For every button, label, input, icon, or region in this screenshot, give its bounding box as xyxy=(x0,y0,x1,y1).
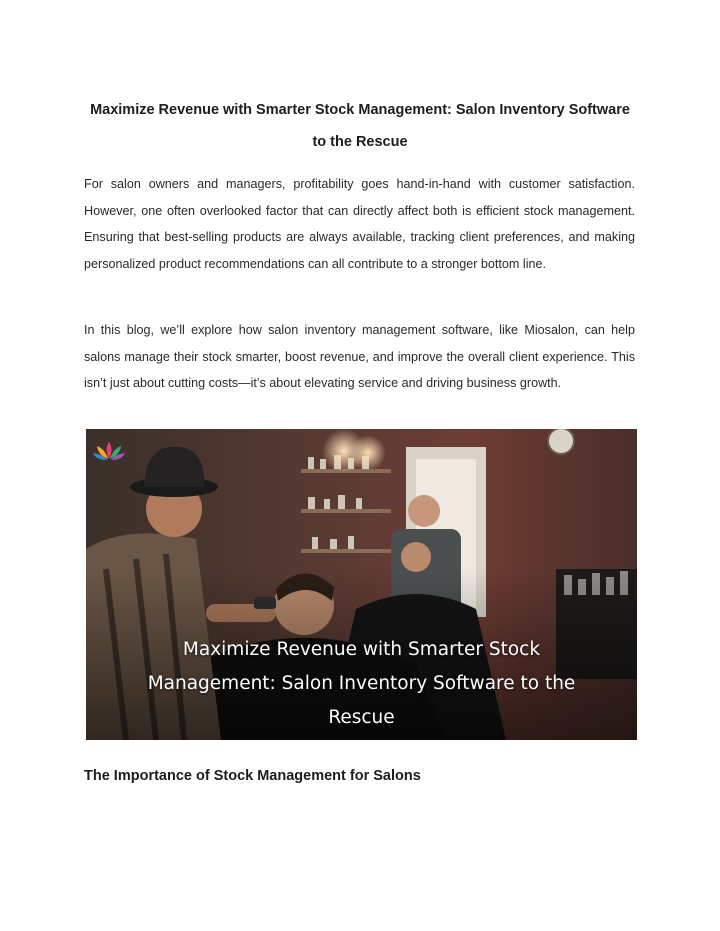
blog-paragraph: In this blog, we’ll explore how salon inventory management software, like Miosalon, can help salons manage their stock smarter, boost revenue, and improve the overall client experience. This isn’t just about cutting costs—it’s about elevating service and driving business growth. xyxy=(84,323,635,391)
hero-caption: Maximize Revenue with Smarter Stock Management: Salon Inventory Software to the Rescue xyxy=(147,639,576,728)
lotus-logo-icon xyxy=(92,441,126,463)
hero-image xyxy=(86,429,637,740)
section-heading: The Importance of Stock Management for Salons xyxy=(84,768,421,784)
intro-paragraph: For salon owners and managers, profitability goes hand-in-hand with customer satisfaction. However, one often overlooked factor that can directly affect both is efficient stock management. Ensuring that best-selling products are always available, tracking client preferences, and making personalized product recommendations can all contribute to a stronger bottom line. xyxy=(84,177,635,271)
page-title: Maximize Revenue with Smarter Stock Management: Salon Inventory Software to the Rescue xyxy=(90,102,630,150)
